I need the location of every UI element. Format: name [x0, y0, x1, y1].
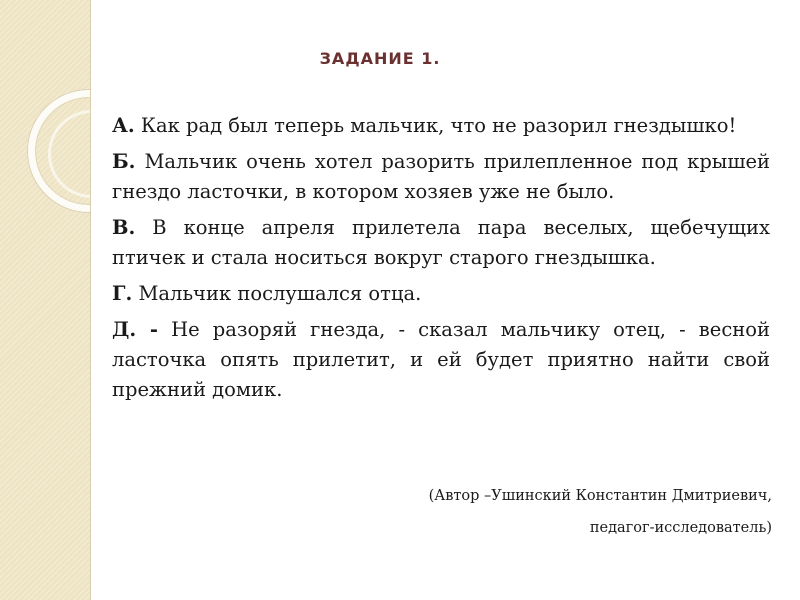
slide-title: ЗАДАНИЕ 1.: [319, 49, 441, 68]
author-line-2: педагог-исследователь): [589, 520, 772, 536]
item-g: [112, 279, 770, 309]
item-b-text: Мальчик очень хотел разорить прилепленное под крышей гнездо ласточки, в котором хозяев уже не было.: [112, 150, 770, 203]
band-divider: [90, 0, 91, 600]
item-v-text: В конце апреля прилетела пара веселых, щебечущих птичек и стала носиться вокруг старого гнездышка.: [112, 216, 770, 269]
author-attribution: [352, 480, 772, 544]
item-d-text: Не разоряй гнезда, - сказал мальчику отец, - весной ласточка опять прилетит, и ей будет приятно найти свой прежний домик.: [112, 318, 770, 401]
item-v-letter: В.: [112, 216, 136, 239]
task-content: [112, 111, 770, 411]
decorative-side-band: [0, 0, 90, 600]
item-b: [112, 147, 770, 207]
item-a: [112, 111, 770, 141]
author-line-1: (Автор –Ушинский Константин Дмитриевич,: [428, 488, 772, 504]
item-g-text: Мальчик послушался отца.: [132, 282, 422, 305]
item-g-letter: Г.: [112, 282, 133, 305]
item-a-text: Как рад был теперь мальчик, что не разорил гнездышко!: [134, 114, 737, 137]
item-d-letter: Д. -: [112, 318, 158, 341]
item-v: [112, 213, 770, 273]
item-a-letter: А.: [112, 114, 135, 137]
item-b-letter: Б.: [112, 150, 136, 173]
item-d: [112, 315, 770, 405]
